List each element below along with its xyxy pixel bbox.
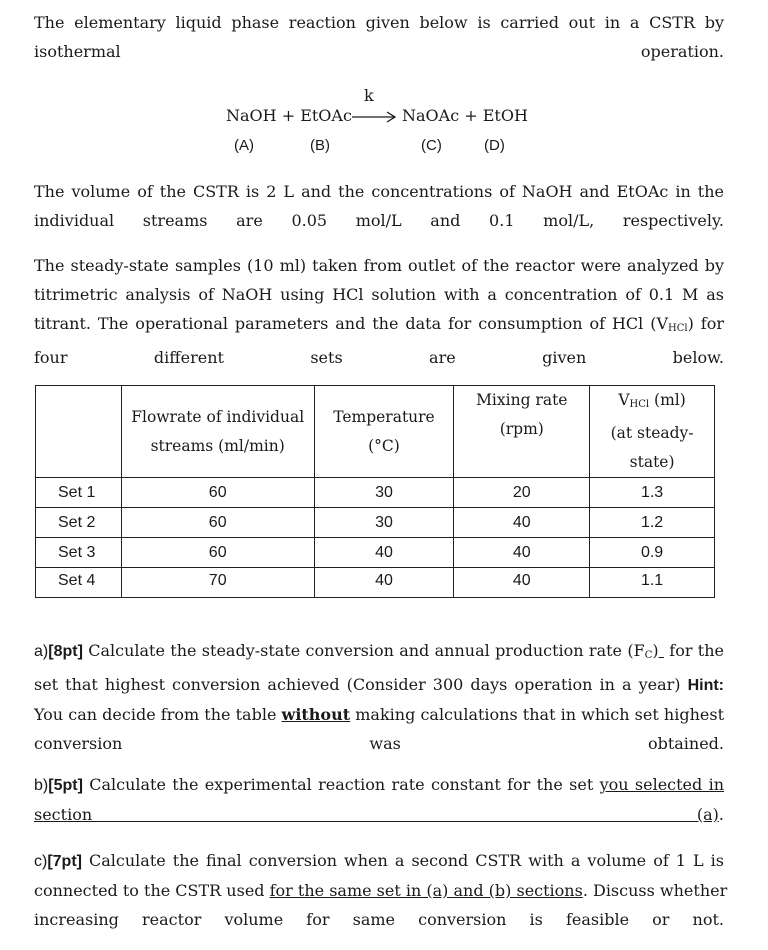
cell-mixing: 40: [454, 508, 590, 538]
table-row: [36, 568, 715, 598]
question-b-underlined-2: section (a): [34, 805, 719, 824]
table-row: [36, 508, 715, 538]
question-a-line-2: [34, 670, 724, 700]
question-b-label: b): [34, 777, 49, 794]
species-label-c: (C): [421, 137, 442, 154]
header-set: [36, 386, 122, 478]
volume-line-2: individual streams are 0.05 mol/L and 0.1 mol/L, respectively.: [34, 211, 724, 230]
vhcl-subscript: HCl: [668, 323, 688, 334]
question-b-text-1: Calculate the experimental reaction rate constant for the set: [82, 775, 600, 794]
question-a-label: a): [34, 643, 49, 660]
cell-vhcl: 1.2: [590, 508, 715, 538]
question-c: [34, 846, 728, 934]
question-a-line-1: [34, 636, 724, 670]
header-vhcl: [590, 386, 715, 478]
header-temperature: [314, 386, 454, 478]
samples-line-3-end: ) for: [687, 314, 724, 333]
question-a-text-1: Calculate the steady-state conversion and annual production rate (F: [82, 641, 645, 660]
intro-line-1: The elementary liquid phase reaction given below is carried out in a CSTR by: [34, 13, 724, 32]
cell-vhcl: 1.1: [590, 568, 715, 598]
header-vhcl-1: [590, 386, 714, 419]
samples-line-2: titrimetric analysis of NaOH using HCl solution with a concentration of 0.1 M as: [34, 285, 724, 304]
samples-line-1: The steady-state samples (10 ml) taken from outlet of the reactor were analyzed by: [34, 256, 724, 275]
header-flowrate: [121, 386, 314, 478]
question-c-text-2b: . Discuss whether: [582, 881, 728, 900]
vhcl-main: V: [618, 391, 630, 409]
hint-label: Hint:: [687, 677, 724, 694]
vhcl-unit: (ml): [649, 391, 686, 409]
table-header-row: [36, 386, 715, 478]
header-temperature-1: Temperature: [333, 407, 435, 426]
header-mixing-1: Mixing rate: [476, 391, 568, 409]
cell-mixing: 40: [454, 568, 590, 598]
species-label-a: (A): [234, 137, 254, 154]
cell-temperature: 30: [314, 508, 454, 538]
question-c-line-1: [34, 846, 724, 876]
question-b-underlined-1: you selected in: [599, 775, 725, 794]
data-table: [35, 385, 715, 598]
question-c-line-3: increasing reactor volume for same conversion is feasible or not.: [34, 910, 724, 929]
question-a-text-2: set that highest conversion achieved (Consider 300 days operation in a year): [34, 675, 688, 694]
cell-set: Set 2: [36, 508, 122, 538]
question-c-line-2: [34, 876, 728, 905]
cell-flowrate: 60: [121, 478, 314, 508]
header-temperature-2: (°C): [368, 436, 400, 455]
products: NaOAc + EtOH: [402, 106, 528, 125]
table-row: [36, 478, 715, 508]
question-a-line-3: [34, 700, 724, 729]
species-label-b: (B): [310, 137, 330, 154]
samples-line-4: four different sets are given below.: [34, 348, 724, 367]
question-b-points: [5pt]: [48, 777, 83, 794]
question-a-text-3b: making calculations that in which set highest: [350, 705, 724, 724]
cell-mixing: 40: [454, 538, 590, 568]
question-a: [34, 636, 724, 758]
cell-temperature: 40: [314, 568, 454, 598]
header-flowrate-1: Flowrate of individual: [131, 407, 305, 426]
cell-temperature: 40: [314, 538, 454, 568]
question-c-text-1: Calculate the final conversion when a second CSTR with a volume of 1 L is: [81, 851, 724, 870]
question-c-underlined: for the same set in (a) and (b) sections: [269, 881, 583, 900]
cell-set: Set 4: [36, 568, 122, 598]
question-c-text-2: connected to the CSTR used: [34, 881, 270, 900]
fc-subscript: C: [644, 650, 653, 661]
vhcl-sub: HCl: [629, 399, 650, 410]
cell-set: Set 1: [36, 478, 122, 508]
without-emphasis: without: [281, 705, 351, 724]
question-b: [34, 770, 724, 829]
question-a-paren: ): [652, 641, 659, 660]
question-b-line-2: [34, 800, 724, 829]
volume-paragraph: [34, 177, 724, 235]
cell-flowrate: 60: [121, 508, 314, 538]
cell-vhcl: 1.3: [590, 478, 715, 508]
cell-mixing: 20: [454, 478, 590, 508]
intro-paragraph: [34, 8, 724, 66]
cell-flowrate: 70: [121, 568, 314, 598]
question-b-period: .: [718, 805, 724, 824]
reaction-arrow-icon: [352, 110, 398, 124]
question-a-text-1b: for the: [663, 641, 725, 660]
cell-set: Set 3: [36, 538, 122, 568]
samples-line-3-text: titrant. The operational parameters and the data for consumption of HCl (V: [34, 314, 669, 333]
samples-line-3: [34, 309, 724, 343]
question-a-line-4: conversion was obtained.: [34, 734, 724, 753]
species-label-d: (D): [484, 137, 505, 154]
question-c-label: c): [34, 853, 48, 870]
reactants: NaOH + EtOAc: [226, 106, 352, 125]
rate-constant: k: [364, 86, 374, 105]
header-mixing-2: (rpm): [499, 420, 544, 438]
cell-temperature: 30: [314, 478, 454, 508]
question-a-text-3: You can decide from the table: [34, 705, 282, 724]
question-b-line-1: [34, 770, 724, 800]
header-flowrate-2: streams (ml/min): [150, 436, 285, 455]
intro-line-2: isothermal operation.: [34, 42, 724, 61]
table-row: [36, 538, 715, 568]
cell-flowrate: 60: [121, 538, 314, 568]
samples-paragraph: [34, 251, 724, 372]
header-vhcl-2: (at steady-: [610, 424, 694, 442]
cell-vhcl: 0.9: [590, 538, 715, 568]
header-mixing: [454, 386, 590, 478]
header-vhcl-3: state): [629, 453, 675, 471]
question-c-points: [7pt]: [47, 853, 82, 870]
question-a-points: [8pt]: [48, 643, 83, 660]
volume-line-1: The volume of the CSTR is 2 L and the concentrations of NaOH and EtOAc in the: [34, 182, 724, 201]
